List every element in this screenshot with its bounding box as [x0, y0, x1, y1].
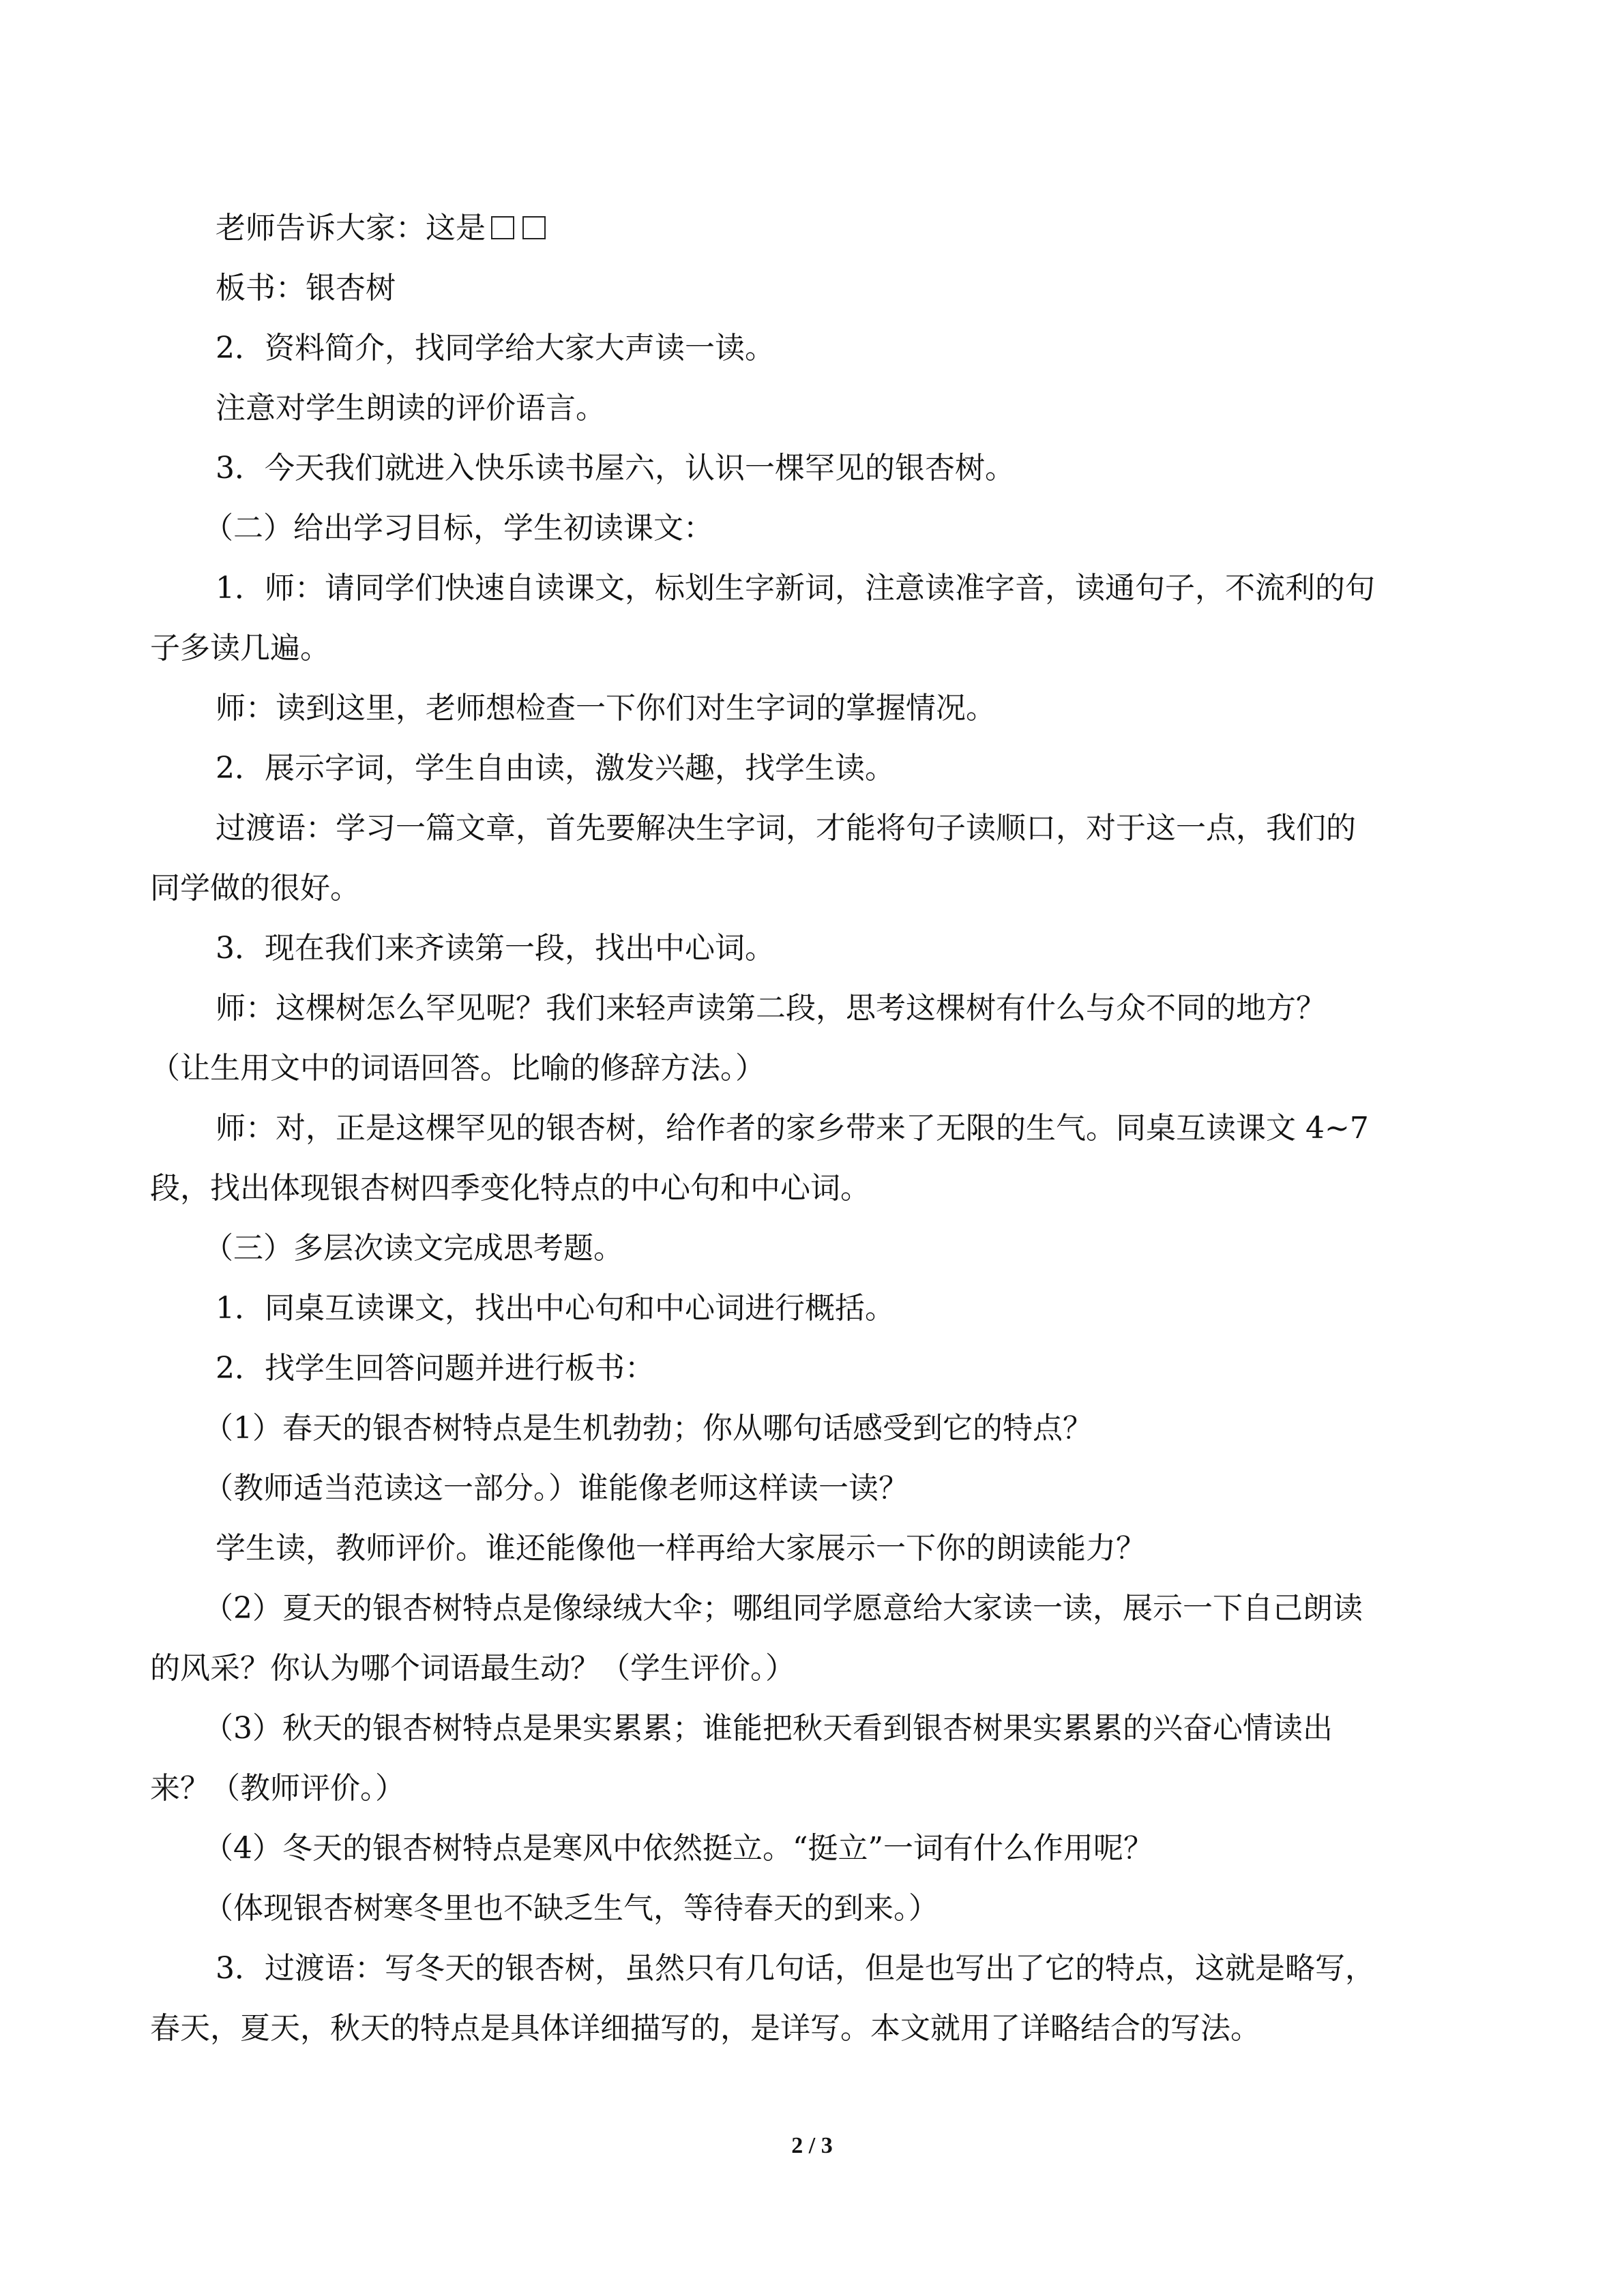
paragraph-line: 注意对学生朗读的评价语言。 — [216, 391, 606, 426]
paragraph-line: 3．过渡语：写冬天的银杏树，虽然只有几句话，但是也写出了它的特点，这就是略写， — [216, 1951, 1375, 1986]
placeholder-box-icon — [491, 216, 514, 239]
page-number: 2 / 3 — [791, 2133, 833, 2158]
paragraph-line: 1．同桌互读课文，找出中心句和中心词进行概括。 — [216, 1291, 895, 1326]
paragraph-line: 同学做的很好。 — [150, 871, 360, 906]
paragraph-line: （让生用文中的词语回答。比喻的修辞方法。） — [150, 1051, 765, 1086]
paragraph-line: （3）秋天的银杏树特点是果实累累；谁能把秋天看到银杏树果实累累的兴奋心情读出 — [203, 1711, 1333, 1746]
placeholder-box-icon — [522, 216, 546, 239]
paragraph-line — [216, 208, 546, 249]
paragraph-line: 3．现在我们来齐读第一段，找出中心词。 — [216, 931, 775, 966]
paragraph-line: 的风采？你认为哪个词语最生动？（学生评价。） — [150, 1651, 795, 1686]
paragraph-line: （2）夏天的银杏树特点是像绿绒大伞；哪组同学愿意给大家读一读，展示一下自己朗读 — [203, 1591, 1363, 1626]
paragraph-line: 板书：银杏树 — [216, 271, 396, 305]
paragraph-line: 学生读，教师评价。谁还能像他一样再给大家展示一下你的朗读能力？ — [216, 1531, 1146, 1566]
paragraph-line: 来？（教师评价。） — [150, 1771, 405, 1806]
paragraph-line: 2．资料简介，找同学给大家大声读一读。 — [216, 331, 775, 366]
paragraph-line: 2．展示字词，学生自由读，激发兴趣，找学生读。 — [216, 751, 895, 786]
paragraph-line: 2．找学生回答问题并进行板书： — [216, 1351, 655, 1386]
section-heading: （二）给出学习目标，学生初读课文： — [203, 511, 713, 546]
paragraph-line: 师：读到这里，老师想检查一下你们对生字词的掌握情况。 — [216, 691, 996, 726]
paragraph-line: 段，找出体现银杏树四季变化特点的中心句和中心词。 — [150, 1171, 870, 1206]
paragraph-line: 师：对，正是这棵罕见的银杏树，给作者的家乡带来了无限的生气。同桌互读课文 4~7 — [216, 1111, 1369, 1146]
paragraph-line: 1．师：请同学们快速自读课文，标划生字新词，注意读准字音，读通句子，不流利的句 — [216, 571, 1375, 606]
paragraph-line: 子多读几遍。 — [150, 631, 330, 666]
section-heading: （三）多层次读文完成思考题。 — [203, 1231, 623, 1266]
paragraph-line: 3．今天我们就进入快乐读书屋六，认识一棵罕见的银杏树。 — [216, 451, 1015, 486]
line-text: 老师告诉大家：这是 — [216, 211, 486, 245]
paragraph-line: 过渡语：学习一篇文章，首先要解决生字词，才能将句子读顺口，对于这一点，我们的 — [216, 811, 1356, 846]
paragraph-line: （体现银杏树寒冬里也不缺乏生气，等待春天的到来。） — [203, 1891, 939, 1926]
paragraph-line: 春天，夏天，秋天的特点是具体详细描写的，是详写。本文就用了详略结合的写法。 — [150, 2011, 1260, 2046]
paragraph-line: （1）春天的银杏树特点是生机勃勃；你从哪句话感受到它的特点？ — [203, 1411, 1093, 1446]
paragraph-line: （4）冬天的银杏树特点是寒风中依然挺立。“挺立”一词有什么作用呢？ — [203, 1831, 1153, 1866]
paragraph-line: 师：这棵树怎么罕见呢？我们来轻声读第二段，思考这棵树有什么与众不同的地方？ — [216, 991, 1326, 1026]
paragraph-line: （教师适当范读这一部分。）谁能像老师这样读一读？ — [203, 1471, 909, 1506]
